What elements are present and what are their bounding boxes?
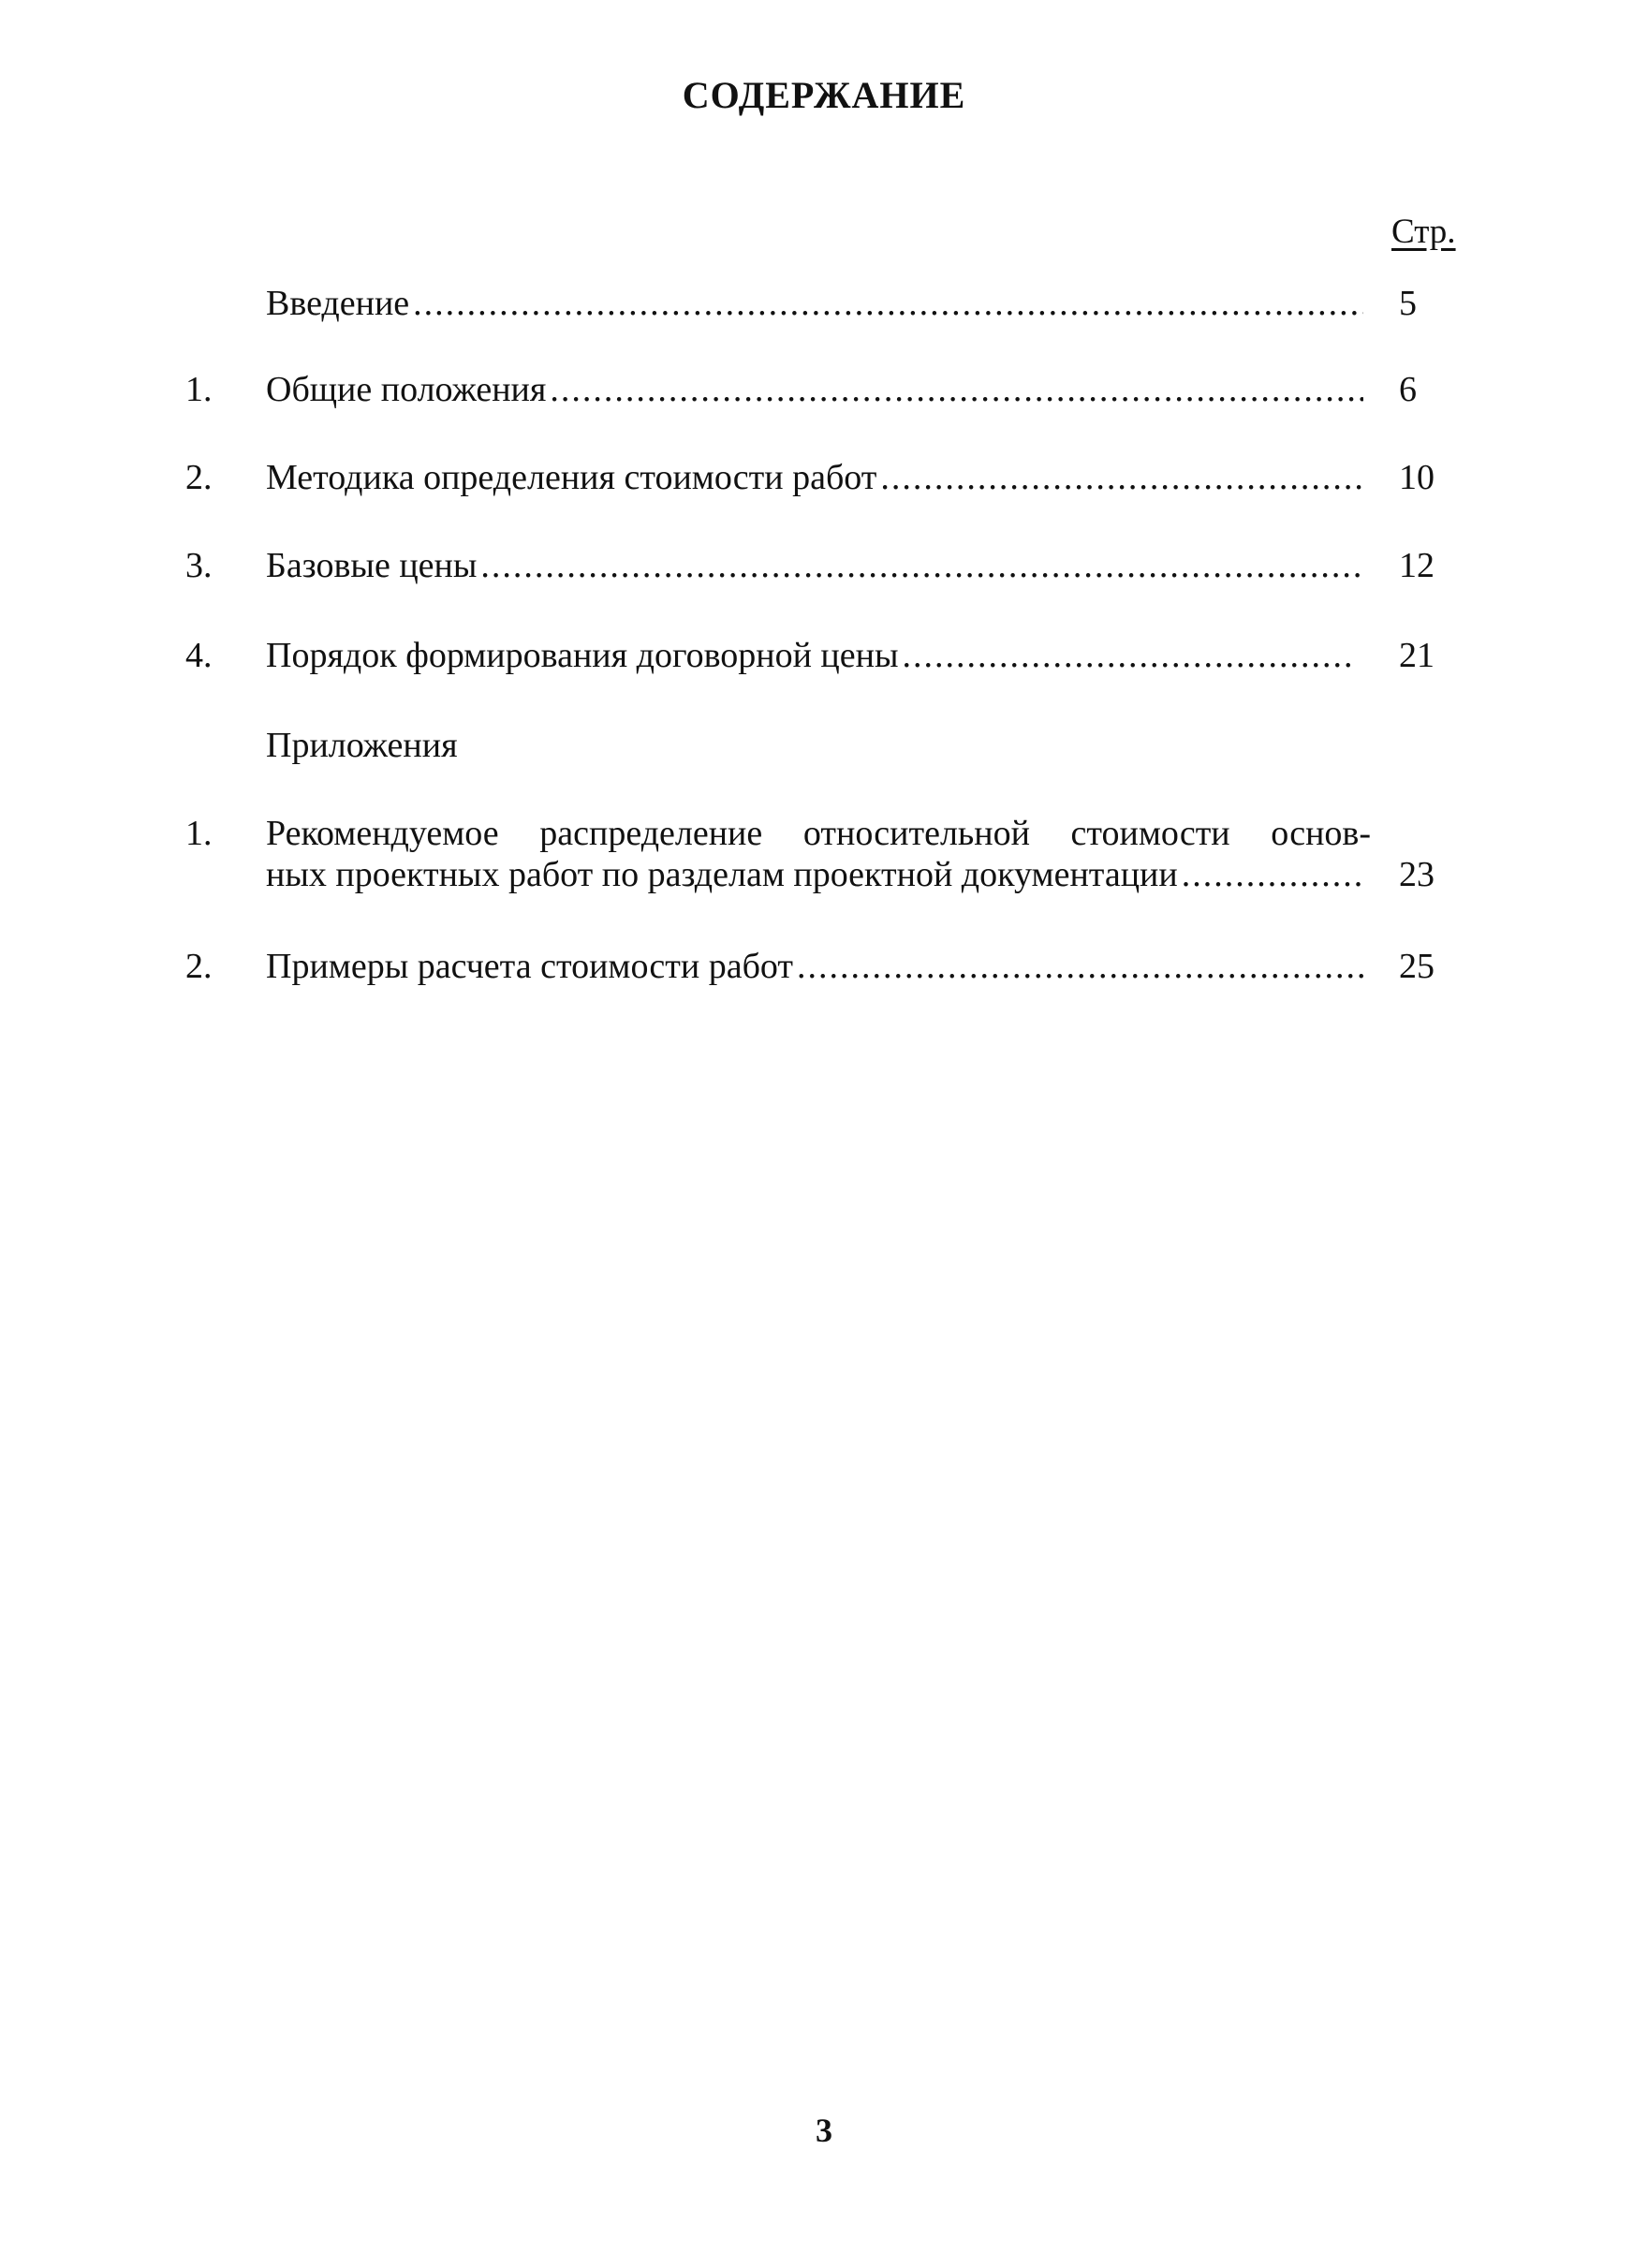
- page-column-header: Стр.: [1391, 213, 1456, 251]
- toc-entry-number: 1.: [185, 814, 213, 853]
- toc-entry-number: 2.: [185, 947, 213, 986]
- toc-entry-page: 5: [1399, 284, 1417, 323]
- toc-entry-page: 23: [1399, 855, 1435, 894]
- toc-entry-title-line: [266, 944, 1363, 989]
- toc-entry-title-line: [266, 281, 1363, 326]
- dot-leader: [880, 455, 1363, 500]
- toc-entry-title-line: [266, 633, 1350, 678]
- toc-appendix-2[interactable]: [0, 944, 1648, 1000]
- toc-entry-title-line: [266, 852, 1363, 897]
- dot-leader: [903, 633, 1350, 678]
- toc-entry-title-line: [266, 543, 1363, 588]
- page-title: СОДЕРЖАНИЕ: [682, 74, 966, 116]
- toc-entry-title: Порядок формирования договорной цены: [266, 636, 899, 675]
- dot-leader: [480, 543, 1363, 588]
- toc-entry-number: 3.: [185, 546, 213, 585]
- toc-entry-title: Методика определения стоимости работ: [266, 458, 877, 497]
- appendices-heading: Приложения: [266, 726, 458, 765]
- toc-entry-number: 4.: [185, 636, 213, 675]
- toc-entry-page: 6: [1399, 370, 1417, 409]
- toc-entry-contract-price[interactable]: [0, 633, 1648, 689]
- dot-leader: [797, 944, 1363, 989]
- toc-entry-title: Примеры расчета стоимости работ: [266, 947, 794, 986]
- dot-leader: [413, 281, 1363, 326]
- toc-entry-methodology[interactable]: [0, 455, 1648, 511]
- toc-entry-page: 10: [1399, 458, 1435, 497]
- appendices-heading-row: [0, 723, 1648, 779]
- toc-entry-base-prices[interactable]: [0, 543, 1648, 599]
- dot-leader: [1182, 852, 1363, 897]
- toc-entry-title-line: [266, 455, 1363, 500]
- toc-entry-title: Введение: [266, 284, 410, 323]
- page-number: 3: [816, 2112, 832, 2149]
- toc-entry-number: 2.: [185, 458, 213, 497]
- toc-appendix-title-line-2: ных проектных работ по разделам проектной документации: [266, 855, 1178, 894]
- toc-entry-general-provisions[interactable]: [0, 367, 1648, 423]
- toc-appendix-1[interactable]: [0, 811, 1648, 914]
- toc-entry-page: 25: [1399, 947, 1435, 986]
- toc-entry-title-line: [266, 367, 1363, 412]
- toc-entry-introduction[interactable]: [0, 281, 1648, 337]
- toc-entry-page: 12: [1399, 546, 1435, 585]
- dot-leader: [550, 367, 1363, 412]
- toc-entry-number: 1.: [185, 370, 213, 409]
- toc-entry-page: 21: [1399, 636, 1435, 675]
- toc-entry-title: Общие положения: [266, 370, 547, 409]
- toc-entry-title: Базовые цены: [266, 546, 478, 585]
- toc-appendix-title-line-1: Рекомендуемое распределение относительной стоимости основ-: [266, 814, 1371, 853]
